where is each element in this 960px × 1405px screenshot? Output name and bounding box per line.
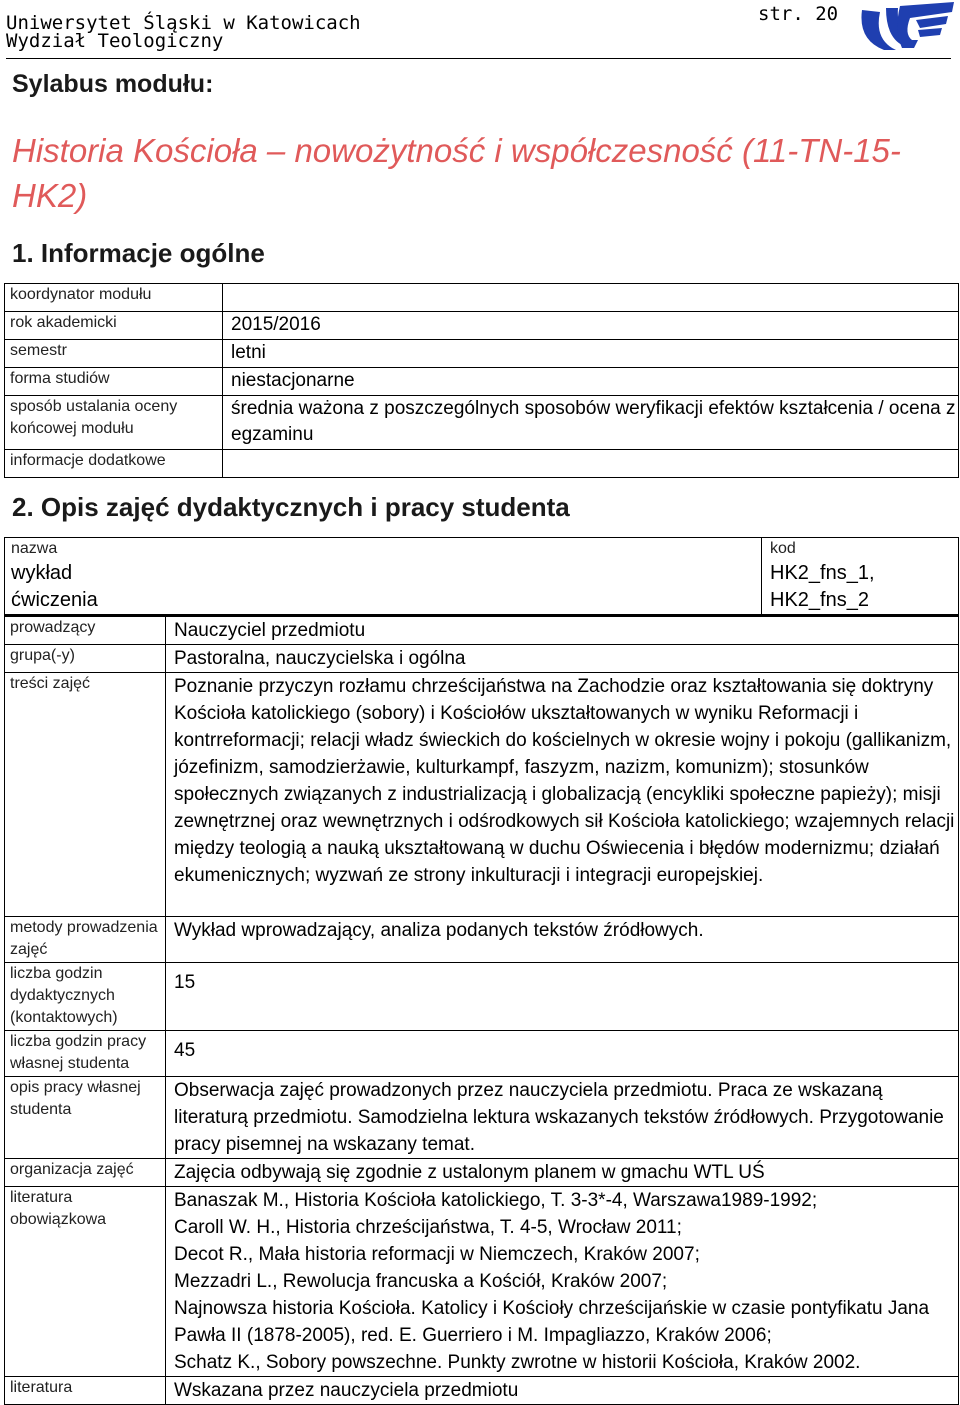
- syllabus-label: Sylabus modułu:: [12, 70, 214, 98]
- row-label: organizacja zajęć: [5, 1159, 166, 1187]
- row-value: 2015/2016: [223, 312, 959, 340]
- module-title: Historia Kościoła – nowożytność i współczesność (11-TN-15-HK2): [12, 132, 901, 214]
- row-label: rok akademicki: [5, 312, 223, 340]
- list-item: Banaszak M., Historia Kościoła katolickiego, T. 3-3*-4, Warszawa1989-1992;: [174, 1190, 818, 1211]
- table-row: [5, 917, 959, 963]
- row-value: letni: [223, 340, 959, 368]
- university-name: Uniwersytet Śląski w Katowicach: [6, 12, 361, 34]
- code-value-1: HK2_fns_1,: [770, 562, 875, 584]
- row-label: koordynator modułu: [5, 284, 223, 312]
- row-label: liczba godzin pracy własnej studenta: [5, 1031, 166, 1077]
- row-value: [223, 450, 959, 478]
- section2-heading: 2. Opis zajęć dydaktycznych i pracy studenta: [12, 492, 570, 522]
- row-label: liczba godzin dydaktycznych (kontaktowych): [5, 963, 166, 1031]
- table-row: [5, 963, 959, 1031]
- literature-list: [166, 1187, 959, 1377]
- faculty-name: Wydział Teologiczny: [6, 30, 224, 52]
- name-value-exercises: ćwiczenia: [11, 589, 98, 611]
- table-row: [5, 284, 959, 312]
- row-value: niestacjonarne: [223, 368, 959, 396]
- table-row: [5, 645, 959, 673]
- university-logo-icon: [856, 0, 956, 64]
- course-description-table: [4, 537, 959, 1405]
- list-item: Caroll W. H., Historia chrześcijaństwa, T. 4-5, Wrocław 2011;: [174, 1217, 682, 1238]
- row-label: grupa(-y): [5, 645, 166, 673]
- row-value: Obserwacja zajęć prowadzonych przez nauczyciela przedmiotu. Praca ze wskazaną literaturą przedmiotu. Samodzielna lektura wskazanych tekstów źródłowych. Przygotowanie pracy pisemnej na wskazany temat.: [166, 1077, 959, 1159]
- row-label: literatura: [5, 1377, 166, 1405]
- table-row: [5, 673, 959, 917]
- row-value: 15: [166, 963, 959, 1031]
- row-label: literatura obowiązkowa: [5, 1187, 166, 1377]
- page-number: str. 20: [758, 3, 839, 25]
- section1-heading: 1. Informacje ogólne: [12, 238, 265, 268]
- table-row: [5, 1187, 959, 1377]
- row-value: Wykład wprowadzający, analiza podanych tekstów źródłowych.: [166, 917, 959, 963]
- list-item: Decot R., Mała historia reformacji w Niemczech, Kraków 2007;: [174, 1244, 700, 1265]
- table-row: [5, 312, 959, 340]
- name-value-lecture: wykład: [11, 562, 73, 584]
- table-row: [5, 616, 959, 645]
- table-row: [5, 1159, 959, 1187]
- row-value: średnia ważona z poszczególnych sposobów weryfikacji efektów kształcenia / ocena z egzaminu: [223, 396, 959, 450]
- table-row: [5, 396, 959, 450]
- table-row: [5, 368, 959, 396]
- table-row: [5, 340, 959, 368]
- row-value: Zajęcia odbywają się zgodnie z ustalonym planem w gmachu WTL UŚ: [166, 1159, 959, 1187]
- list-item: Schatz K., Sobory powszechne. Punkty zwrotne w historii Kościoła, Kraków 2002.: [174, 1352, 861, 1373]
- row-label: opis pracy własnej studenta: [5, 1077, 166, 1159]
- table-row: [5, 538, 959, 616]
- table-row: [5, 1031, 959, 1077]
- row-label: treści zajęć: [5, 673, 166, 917]
- row-value: Poznanie przyczyn rozłamu chrześcijaństwa na Zachodzie oraz kształtowania się doktryny Kościoła katolickiego (sobory) i Kościołów ukształtowanych w wyniku Reformacji i kontrreformacji; relacji władz świeckich do kościelnych w okresie wojny i pokoju (gallikanizm, józefinizm, samodzierżawie, kulturkampf, faszyzm, nazizm, komunizm); stosunków społecznych związanych z industrializacją i globalizacją (encykliki społeczne papieży); misji zewnętrznej oraz wewnętrznych i odśrodkowych sił Kościoła katolickiego; wzajemnych relacji między teologią a nauką ukształtowaną w duchu Oświecenia i błędów modernizmu; działań ekumenicznych; wyzwań ze strony inkulturacji i integracji europejskiej.: [166, 673, 959, 917]
- table-row: [5, 1377, 959, 1405]
- general-info-table: [4, 283, 959, 478]
- row-value: [223, 284, 959, 312]
- row-value: Nauczyciel przedmiotu: [166, 616, 959, 645]
- code-value-2: HK2_fns_2: [770, 589, 869, 611]
- code-label: kod: [770, 540, 796, 557]
- row-label: prowadzący: [5, 616, 166, 645]
- row-label: sposób ustalania oceny końcowej modułu: [5, 396, 223, 450]
- row-label: informacje dodatkowe: [5, 450, 223, 478]
- row-value: Pastoralna, nauczycielska i ogólna: [166, 645, 959, 673]
- row-label: forma studiów: [5, 368, 223, 396]
- row-label: semestr: [5, 340, 223, 368]
- row-label: metody prowadzenia zajęć: [5, 917, 166, 963]
- row-value: 45: [166, 1031, 959, 1077]
- row-value: Wskazana przez nauczyciela przedmiotu: [166, 1377, 959, 1405]
- header-rule: [6, 58, 951, 59]
- table-row: [5, 1077, 959, 1159]
- list-item: Mezzadri L., Rewolucja francuska a Kościół, Kraków 2007;: [174, 1271, 668, 1292]
- table-row: [5, 450, 959, 478]
- list-item: Najnowsza historia Kościoła. Katolicy i Kościoły chrześcijańskie w czasie pontyfikatu Jana Pawła II (1878-2005), red. E. Guerriero i M. Impagliazzo, Kraków 2006;: [174, 1298, 930, 1346]
- name-label: nazwa: [11, 540, 58, 557]
